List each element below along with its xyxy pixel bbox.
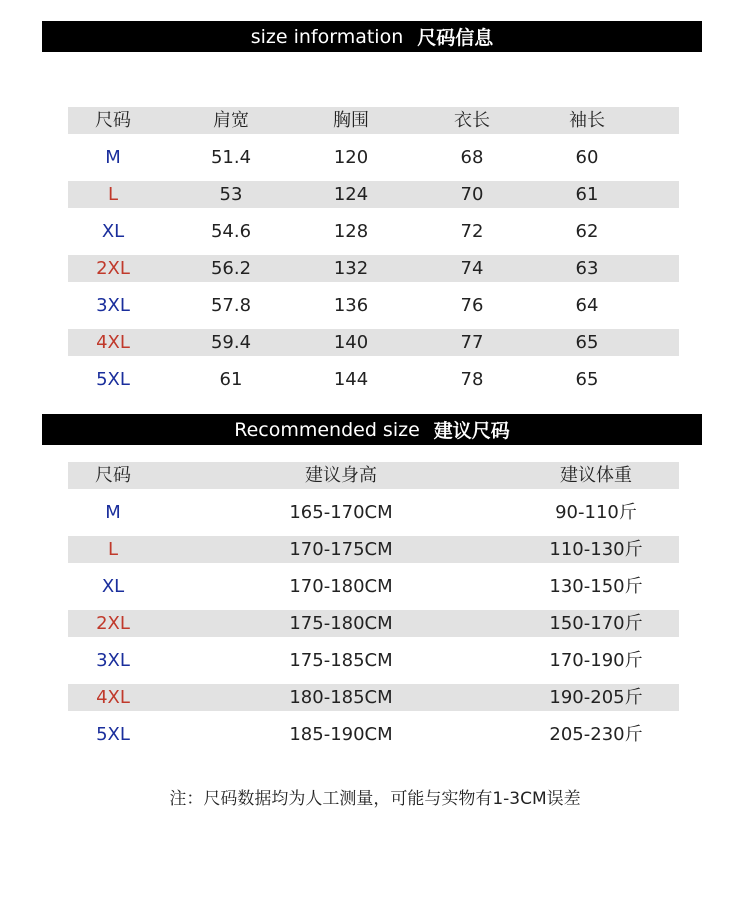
size-label: L xyxy=(107,184,119,205)
table-cell: 175-185CM xyxy=(289,650,393,671)
table-row xyxy=(68,255,679,282)
table-cell: 180-185CM xyxy=(289,687,393,708)
table-cell: 190-205斤 xyxy=(549,687,643,708)
table-cell: 185-190CM xyxy=(289,724,393,745)
table-cell: 165-170CM xyxy=(289,502,393,523)
size-label: 5XL xyxy=(96,369,130,390)
header-cell: 袖长 xyxy=(569,110,605,131)
table-cell: 130-150斤 xyxy=(549,576,643,597)
table-cell: 175-180CM xyxy=(289,613,393,634)
size-label: 3XL xyxy=(96,295,130,316)
table-cell: 62 xyxy=(575,221,599,242)
table-cell: 170-175CM xyxy=(289,539,393,560)
table-row xyxy=(68,181,679,208)
table-cell: 144 xyxy=(333,369,369,390)
table-row xyxy=(68,292,679,319)
header-cell: 尺码 xyxy=(95,110,131,131)
measurement-note: 注：尺码数据均为人工测量，可能与实物有1-3CM误差 xyxy=(169,789,581,809)
header-cell: 肩宽 xyxy=(213,110,249,131)
table-cell: 136 xyxy=(333,295,369,316)
table-cell: 170-190斤 xyxy=(549,650,643,671)
table-cell: 60 xyxy=(575,147,599,168)
table-row xyxy=(68,329,679,356)
table-cell: 132 xyxy=(333,258,369,279)
size-label: M xyxy=(105,502,121,523)
recommended-size-table xyxy=(68,462,679,748)
recommended-size-banner xyxy=(42,414,702,445)
header-cell: 衣长 xyxy=(454,110,490,131)
table-cell: 76 xyxy=(460,295,484,316)
table-cell: 56.2 xyxy=(210,258,252,279)
table-cell: 57.8 xyxy=(210,295,252,316)
table-cell: 72 xyxy=(460,221,484,242)
table-cell: 77 xyxy=(460,332,484,353)
table-row xyxy=(68,218,679,245)
size-label: 2XL xyxy=(96,613,130,634)
header-cell: 建议体重 xyxy=(560,465,632,486)
table-cell: 110-130斤 xyxy=(549,539,643,560)
table-cell: 70 xyxy=(460,184,484,205)
table-row xyxy=(68,499,679,526)
table-header-row xyxy=(68,462,679,489)
banner-title-en: Recommended size xyxy=(234,418,420,441)
table-cell: 65 xyxy=(575,369,599,390)
size-label: 5XL xyxy=(96,724,130,745)
table-cell: 59.4 xyxy=(210,332,252,353)
size-label: XL xyxy=(101,576,125,597)
table-cell: 63 xyxy=(575,258,599,279)
size-label: L xyxy=(107,539,119,560)
table-header-row xyxy=(68,107,679,134)
table-cell: 51.4 xyxy=(210,147,252,168)
size-information-table xyxy=(68,107,679,393)
table-cell: 128 xyxy=(333,221,369,242)
table-cell: 64 xyxy=(575,295,599,316)
table-cell: 74 xyxy=(460,258,484,279)
table-cell: 65 xyxy=(575,332,599,353)
table-row xyxy=(68,536,679,563)
table-row xyxy=(68,366,679,393)
table-row xyxy=(68,610,679,637)
table-cell: 140 xyxy=(333,332,369,353)
table-row xyxy=(68,721,679,748)
table-cell: 124 xyxy=(333,184,369,205)
table-cell: 61 xyxy=(219,369,243,390)
table-row xyxy=(68,573,679,600)
header-cell: 胸围 xyxy=(333,110,369,131)
size-label: 3XL xyxy=(96,650,130,671)
size-label: 2XL xyxy=(96,258,130,279)
size-label: M xyxy=(105,147,121,168)
size-label: 4XL xyxy=(96,687,130,708)
size-information-banner xyxy=(42,21,702,52)
table-row xyxy=(68,144,679,171)
size-label: 4XL xyxy=(96,332,130,353)
table-cell: 120 xyxy=(333,147,369,168)
table-row xyxy=(68,647,679,674)
table-cell: 61 xyxy=(575,184,599,205)
banner-title-cn: 尺码信息 xyxy=(417,27,494,49)
table-cell: 68 xyxy=(460,147,484,168)
banner-title-cn: 建议尺码 xyxy=(433,420,510,442)
table-cell: 78 xyxy=(460,369,484,390)
table-cell: 205-230斤 xyxy=(549,724,643,745)
table-row xyxy=(68,684,679,711)
header-cell: 尺码 xyxy=(95,465,131,486)
size-label: XL xyxy=(101,221,125,242)
table-cell: 150-170斤 xyxy=(549,613,643,634)
table-cell: 90-110斤 xyxy=(555,502,637,523)
banner-title-en: size information xyxy=(250,25,404,48)
table-cell: 170-180CM xyxy=(289,576,393,597)
table-cell: 53 xyxy=(219,184,243,205)
header-cell: 建议身高 xyxy=(305,465,377,486)
table-cell: 54.6 xyxy=(210,221,252,242)
